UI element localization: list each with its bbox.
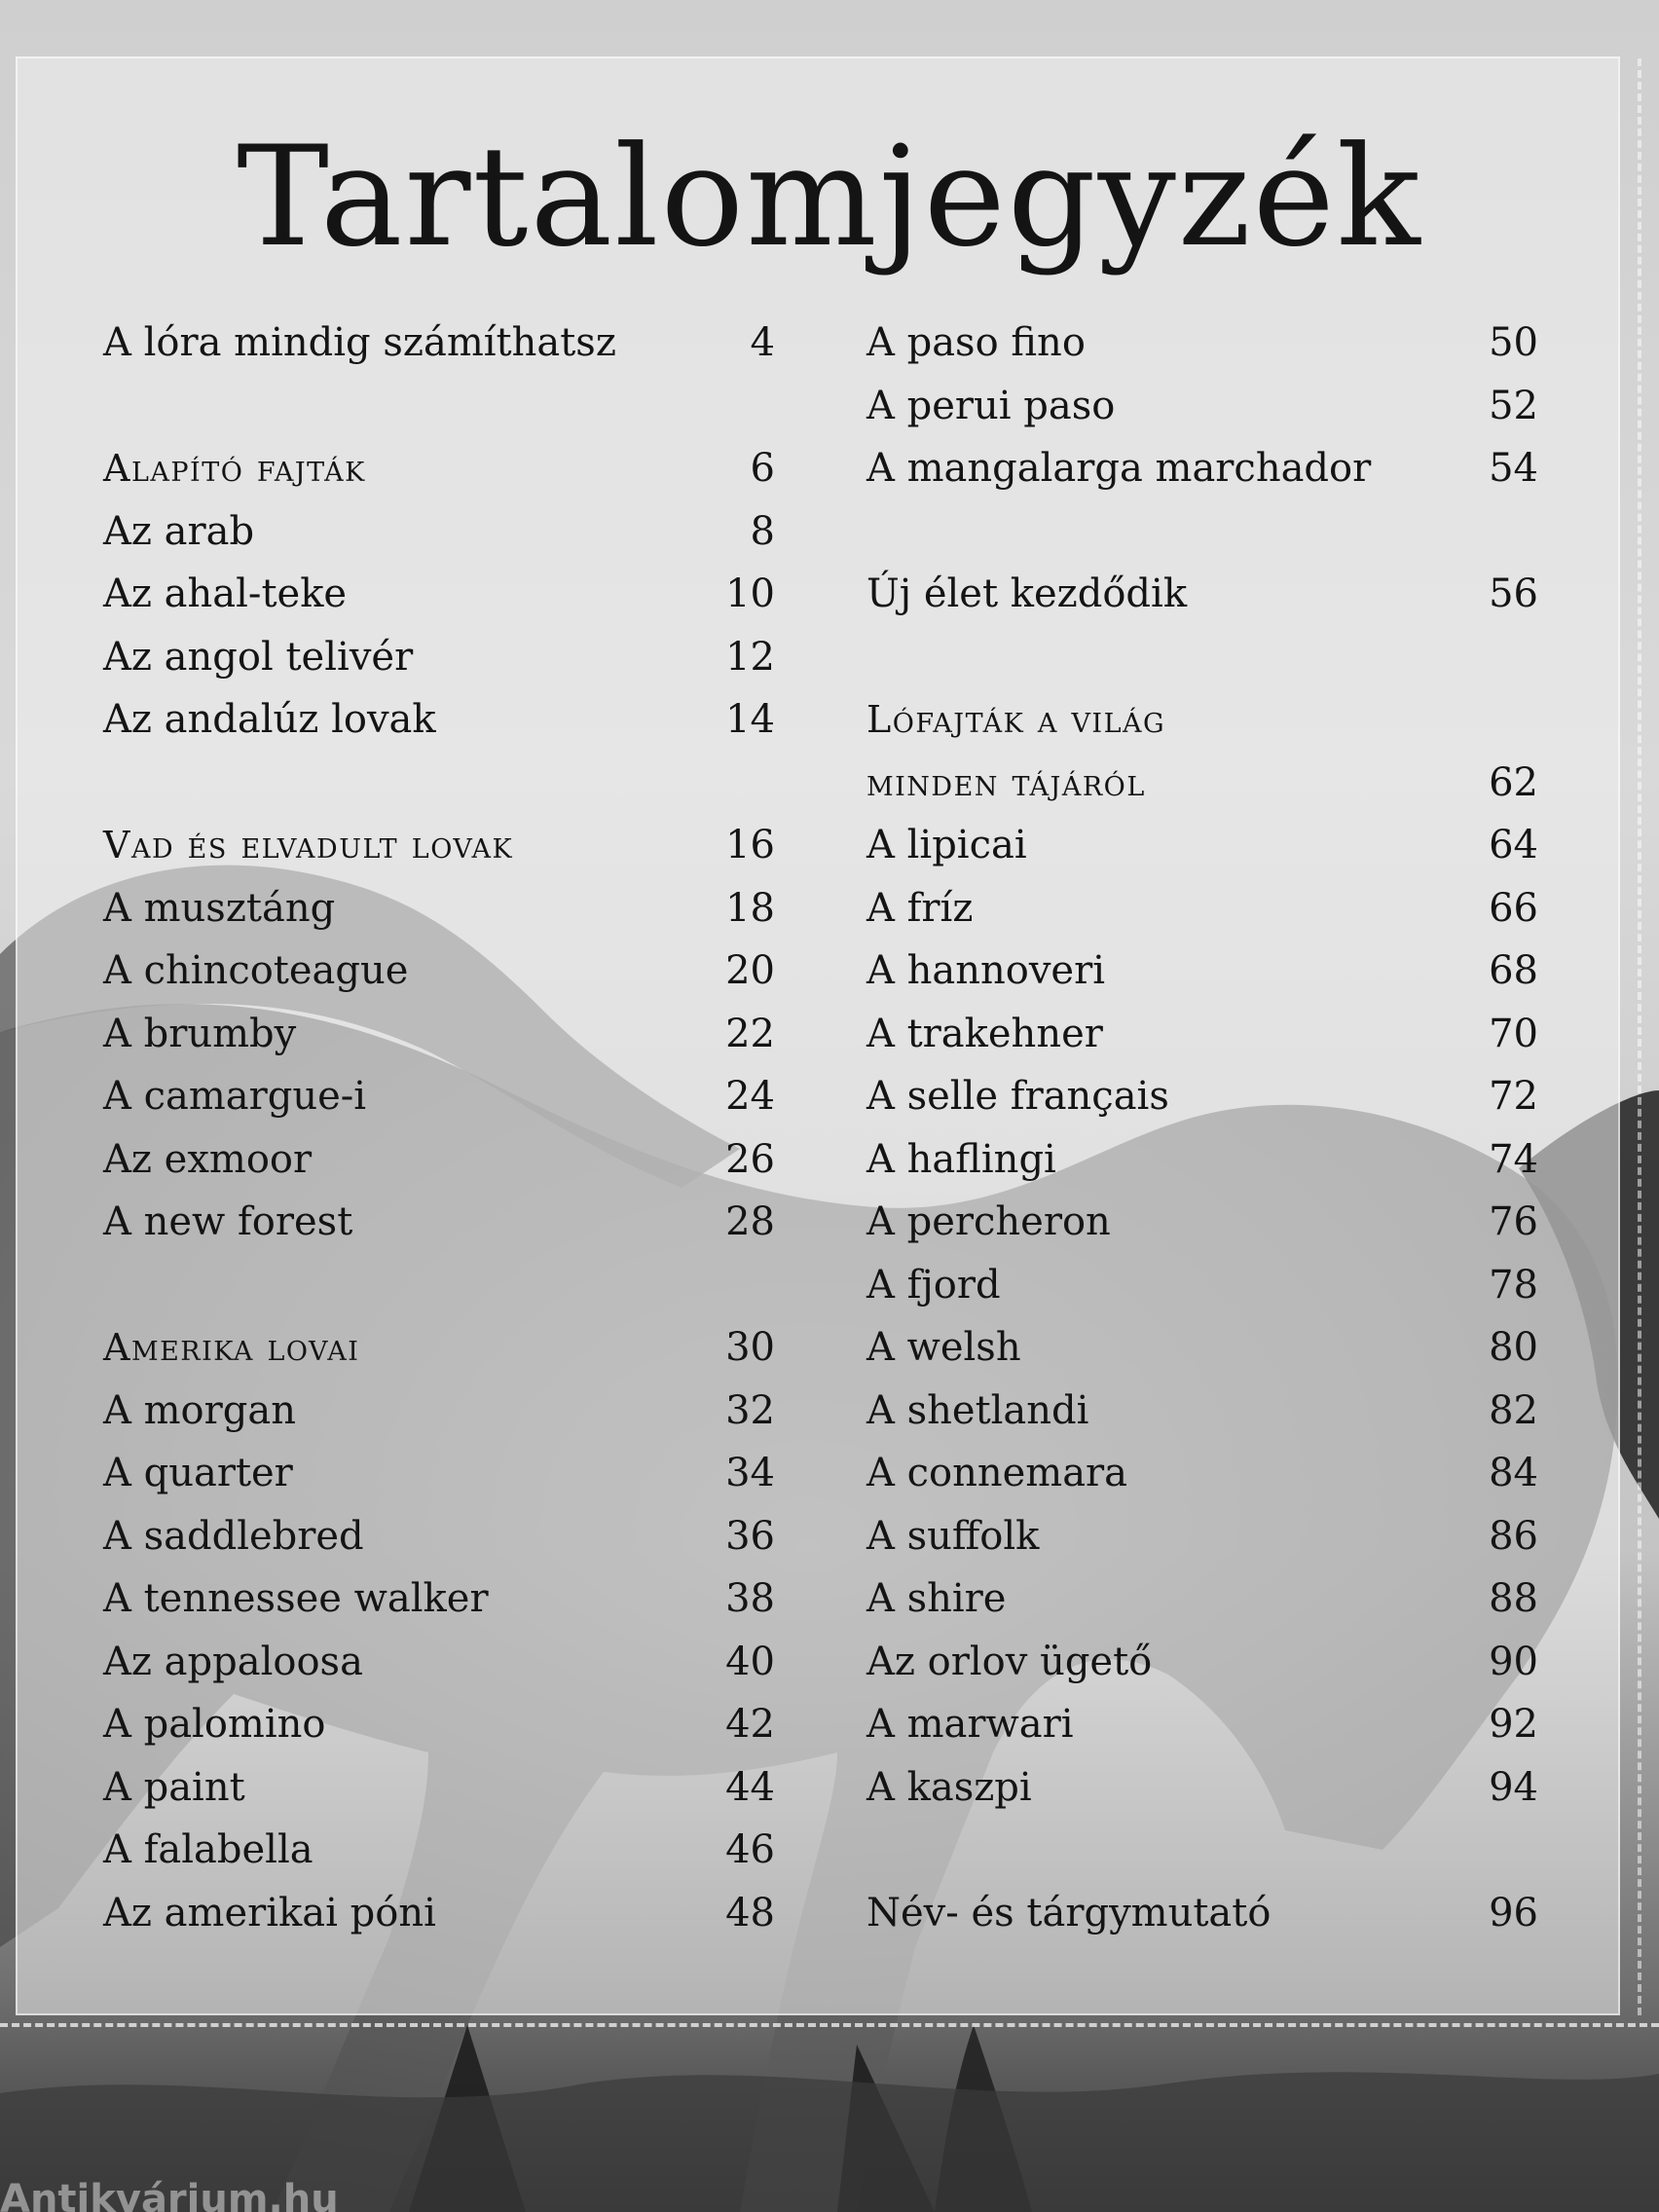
toc-page-number: 42 [725, 1702, 775, 1747]
toc-page-number: 64 [1489, 823, 1538, 867]
toc-page-number: 10 [725, 571, 775, 616]
toc-entry-title: Vad és elvadult lovak [103, 824, 514, 866]
toc-entry-title: A shire [866, 1576, 1007, 1621]
toc-entry-title: minden tájáról [866, 760, 1146, 804]
toc-entry-title: Amerika lovai [103, 1326, 360, 1369]
toc-entry [866, 1065, 1538, 1128]
toc-entry [103, 1819, 775, 1882]
toc-page-number: 84 [1489, 1451, 1538, 1495]
toc-entry [866, 940, 1538, 1003]
toc-page-number: 40 [725, 1639, 775, 1684]
toc-entry [103, 688, 775, 752]
toc-page-number: 80 [1489, 1325, 1538, 1370]
toc-page-number: 26 [725, 1136, 775, 1182]
toc-left-column [103, 312, 775, 1944]
toc-entry-title: Alapító fajták [103, 447, 366, 490]
toc-entry-title: A palomino [103, 1702, 326, 1747]
toc-entry [103, 940, 775, 1003]
toc-entry-title: A paint [103, 1764, 245, 1810]
toc-entry [866, 1128, 1538, 1192]
toc-spacer [866, 500, 1538, 564]
toc-entry [866, 1254, 1538, 1317]
toc-page-number: 48 [725, 1890, 775, 1936]
toc-page-number: 66 [1489, 885, 1538, 931]
toc-entry-title: A suffolk [866, 1513, 1040, 1559]
toc-entry [866, 1505, 1538, 1568]
toc-entry-title: A fjord [866, 1262, 1001, 1308]
toc-entry-title: Az angol telivér [103, 634, 414, 680]
toc-page-number: 90 [1489, 1639, 1538, 1684]
toc-entry-title: Új élet kezdődik [866, 571, 1188, 616]
toc-page-number: 52 [1489, 383, 1538, 428]
toc-spacer [103, 1254, 775, 1317]
toc-page-number: 88 [1489, 1576, 1538, 1621]
toc-entry-title: A camargue-i [103, 1074, 367, 1119]
toc-entry-title: A selle français [866, 1074, 1169, 1119]
toc-page-number: 68 [1489, 948, 1538, 993]
toc-spacer [866, 1819, 1538, 1882]
toc-section-heading [866, 688, 1538, 752]
toc-entry [103, 1693, 775, 1756]
toc-section-heading [866, 752, 1538, 815]
toc-entry [103, 626, 775, 689]
toc-entry-title: A percheron [866, 1199, 1111, 1244]
toc-page-number: 56 [1489, 571, 1538, 616]
toc-entry-title: Az amerikai póni [103, 1890, 436, 1936]
toc-page-number: 20 [725, 948, 775, 993]
toc-spacer [103, 375, 775, 438]
toc-entry-title: Lófajták a világ [866, 698, 1166, 741]
toc-entry [103, 1380, 775, 1443]
toc-entry [866, 877, 1538, 940]
toc-page-number: 28 [725, 1199, 775, 1244]
page-edge-dashes [1638, 58, 1641, 2015]
toc-entry-title: A chincoteague [103, 948, 409, 993]
toc-page-number: 82 [1489, 1387, 1538, 1433]
toc-entry-title: A new forest [103, 1199, 353, 1244]
toc-entry-title: A kaszpi [866, 1764, 1032, 1810]
toc-section-heading [103, 437, 775, 500]
toc-page-number: 72 [1489, 1074, 1538, 1119]
toc-entry [866, 1380, 1538, 1443]
toc-entry [103, 1191, 775, 1254]
toc-right-column [866, 312, 1538, 1944]
toc-entry [103, 1442, 775, 1505]
toc-entry-title: A lóra mindig számíthatsz [103, 320, 616, 365]
toc-page-number: 94 [1489, 1764, 1538, 1810]
toc-entry-title: A paso fino [866, 320, 1086, 365]
toc-entry [866, 563, 1538, 626]
footer-watermark: Antikvárium.hu [0, 2177, 339, 2212]
toc-entry-title: Az ahal-teke [103, 571, 348, 616]
toc-page-number: 76 [1489, 1199, 1538, 1244]
toc-entry [866, 375, 1538, 438]
toc-entry [103, 1128, 775, 1192]
toc-page-number: 96 [1489, 1890, 1538, 1936]
toc-page-number: 24 [725, 1074, 775, 1119]
toc-entry-title: A trakehner [866, 1011, 1103, 1056]
toc-entry [103, 500, 775, 564]
page-title: Tartalomjegyzék [237, 117, 1422, 277]
toc-page-number: 18 [725, 885, 775, 931]
toc-page-number: 12 [725, 634, 775, 680]
toc-entry [103, 312, 775, 375]
toc-entry [866, 437, 1538, 500]
page-bottom-dashes [0, 2023, 1659, 2027]
toc-spacer [866, 626, 1538, 689]
toc-entry [103, 1003, 775, 1066]
toc-entry-title: Az orlov ügető [866, 1639, 1153, 1684]
toc-entry [103, 1505, 775, 1568]
toc-page-number: 14 [725, 697, 775, 742]
toc-entry [103, 563, 775, 626]
toc-spacer [103, 752, 775, 815]
toc-entry-title: Az exmoor [103, 1136, 313, 1182]
toc-entry-title: A quarter [103, 1451, 293, 1495]
toc-entry-title: A fríz [866, 885, 974, 931]
toc-entry-title: Az appaloosa [103, 1639, 363, 1684]
toc-page-number: 78 [1489, 1262, 1538, 1308]
toc-page-number: 62 [1489, 759, 1538, 805]
toc-page-number: 8 [750, 508, 775, 554]
toc-page-number: 22 [725, 1011, 775, 1056]
toc-entry [866, 1003, 1538, 1066]
toc-page-number: 46 [725, 1827, 775, 1872]
toc-page-number: 34 [725, 1451, 775, 1495]
toc-section-heading [103, 1316, 775, 1380]
toc-entry [866, 814, 1538, 877]
toc-entry [103, 1631, 775, 1694]
toc-entry [866, 1567, 1538, 1631]
toc-entry [866, 1631, 1538, 1694]
toc-entry-title: Az arab [103, 508, 255, 554]
toc-page-number: 50 [1489, 320, 1538, 365]
toc-entry-title: A lipicai [866, 823, 1027, 867]
toc-entry [866, 1882, 1538, 1945]
toc-page-number: 86 [1489, 1513, 1538, 1559]
toc-entry-title: A shetlandi [866, 1387, 1089, 1433]
toc-entry-title: Név- és tárgymutató [866, 1890, 1272, 1936]
toc-entry [103, 1065, 775, 1128]
toc-entry-title: A perui paso [866, 383, 1116, 428]
toc-entry [103, 1882, 775, 1945]
toc-entry [866, 1442, 1538, 1505]
toc-entry-title: A mangalarga marchador [866, 446, 1372, 491]
toc-page-number: 70 [1489, 1011, 1538, 1056]
toc-entry-title: A saddlebred [103, 1513, 364, 1559]
toc-entry-title: A tennessee walker [103, 1576, 489, 1621]
toc-entry-title: A musztáng [103, 885, 336, 931]
toc-page-number: 32 [725, 1387, 775, 1433]
toc-entry [103, 1756, 775, 1820]
toc-entry-title: A connemara [866, 1451, 1128, 1495]
toc-entry [103, 1567, 775, 1631]
toc-entry-title: A welsh [866, 1325, 1021, 1370]
toc-entry [866, 1316, 1538, 1380]
toc-entry [103, 877, 775, 940]
toc-entry [866, 1756, 1538, 1820]
toc-page-number: 30 [725, 1325, 775, 1370]
toc-entry [866, 1693, 1538, 1756]
toc-page-number: 44 [725, 1764, 775, 1810]
toc-page-number: 16 [725, 823, 775, 867]
toc-entry-title: A falabella [103, 1827, 313, 1872]
toc-entry-title: A brumby [103, 1011, 297, 1056]
toc-page-number: 38 [725, 1576, 775, 1621]
toc-entry-title: A marwari [866, 1702, 1074, 1747]
toc-section-heading [103, 814, 775, 877]
toc-page-number: 54 [1489, 446, 1538, 491]
toc-entry [866, 312, 1538, 375]
toc-page-number: 36 [725, 1513, 775, 1559]
toc-page-number: 6 [750, 446, 775, 491]
toc-entry-title: A haflingi [866, 1136, 1056, 1182]
toc-entry [866, 1191, 1538, 1254]
toc-page-number: 74 [1489, 1136, 1538, 1182]
toc-entry-title: A hannoveri [866, 948, 1105, 993]
toc-entry-title: Az andalúz lovak [103, 697, 436, 742]
toc-page-number: 92 [1489, 1702, 1538, 1747]
toc-entry-title: A morgan [103, 1387, 296, 1433]
toc-page-number: 4 [750, 320, 775, 365]
